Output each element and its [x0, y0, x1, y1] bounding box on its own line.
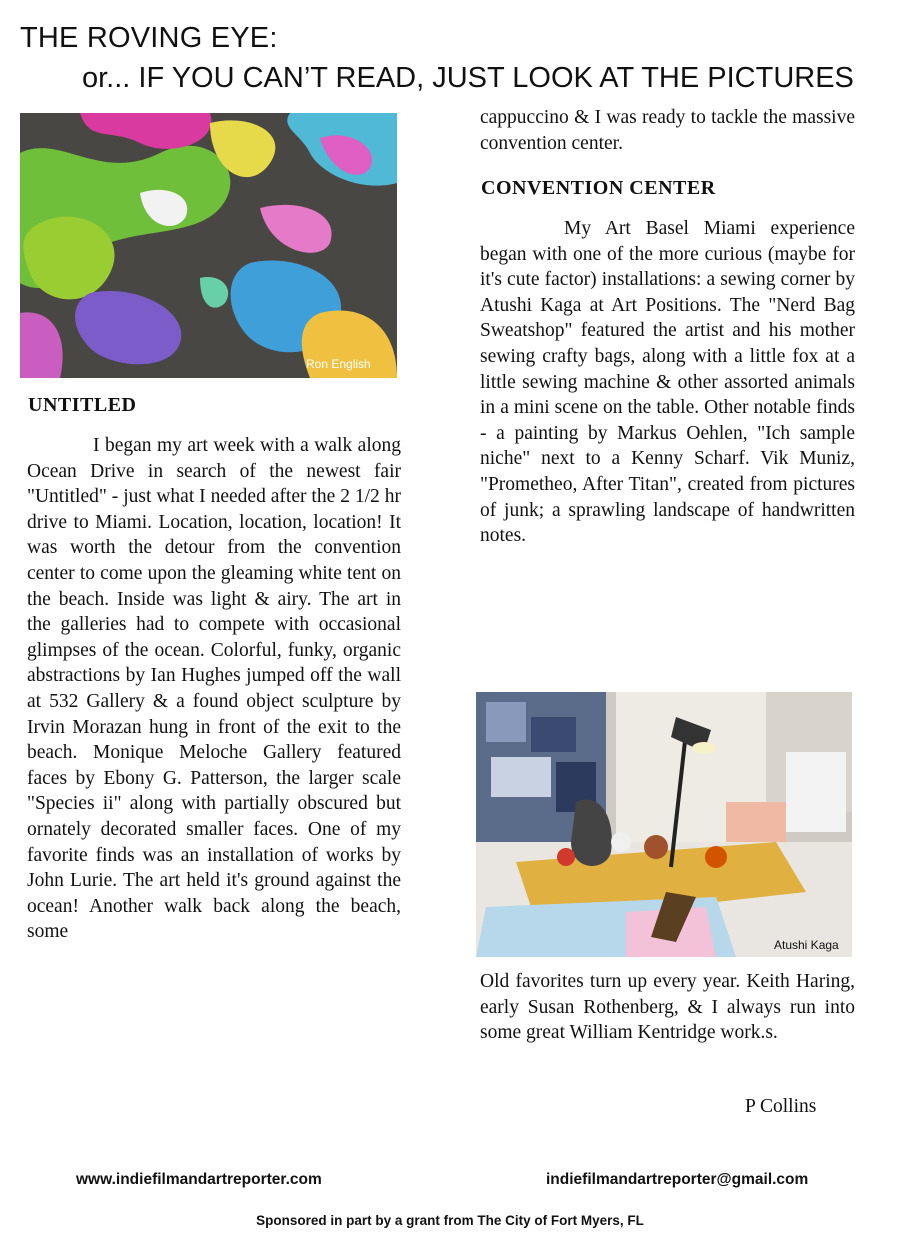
street-art-photo [20, 113, 397, 378]
author-signature: P Collins [745, 1096, 817, 1117]
section-heading-untitled: UNTITLED [28, 394, 137, 416]
left-column-text [27, 433, 401, 945]
title-line-2: or... IF YOU CAN’T READ, JUST LOOK AT THE PICTURES [82, 62, 854, 94]
continuation-paragraph: cappuccino & I was ready to tackle the massive convention center. [480, 107, 855, 154]
right-column-continuation [480, 105, 855, 156]
section-heading-convention-center: CONVENTION CENTER [481, 177, 716, 199]
sewing-installation-photo [476, 692, 852, 957]
photo-credit: Ron English [306, 357, 371, 371]
article-paragraph: My Art Basel Miami experience began with one of the more curious (maybe for it's cute factor) installations: a sewing corner by Atushi Kaga at Art Positions. The "Nerd Bag Sweatshop" featured the artist and his mother sewing crafty bags, along with a little fox at a little sewing machine & other assorted animals in a mini scene on the table. Other notable finds - a painting by Markus Oehlen, "Ich sample niche" next to a Kenny Scharf. Vik Muniz, "Prometheo, After Titan", created from pictures of junk; a sprawling landscape of handwritten notes. [480, 218, 855, 547]
title-line-1: THE ROVING EYE: [20, 22, 278, 54]
closing-paragraph: Old favorites turn up every year. Keith Haring, early Susan Rothenberg, & I always run into some great William Kentridge work.s. [480, 971, 855, 1044]
sponsor-note: Sponsored in part by a grant from The City of Fort Myers, FL [256, 1213, 644, 1228]
right-column-text [480, 216, 855, 549]
closing-text [480, 969, 855, 1046]
photo-credit: Atushi Kaga [774, 938, 839, 952]
website-link[interactable]: www.indiefilmandartreporter.com [76, 1171, 322, 1188]
email-link[interactable]: indiefilmandartreporter@gmail.com [546, 1171, 809, 1188]
article-paragraph: I began my art week with a walk along Ocean Drive in search of the newest fair "Untitled" - just what I needed after the 2 1/2 hr drive to Miami. Location, location, location! It was worth the detour from the convention center to come upon the gleaming white tent on the beach. Inside was light & airy. The art in the galleries had to compete with occasional glimpses of the ocean. Colorful, funky, organic abstractions by Ian Hughes jumped off the wall at 532 Gallery & a found object sculpture by Irvin Morazan hung in front of the exit to the beach. Monique Meloche Gallery featured faces by Ebony G. Patterson, the larger scale "Species ii" along with partially obscured but ornately decorated smaller faces. One of my favorite finds was an installation of works by John Lurie. The art held it's ground against the ocean! Another walk back along the beach, some [27, 435, 401, 943]
